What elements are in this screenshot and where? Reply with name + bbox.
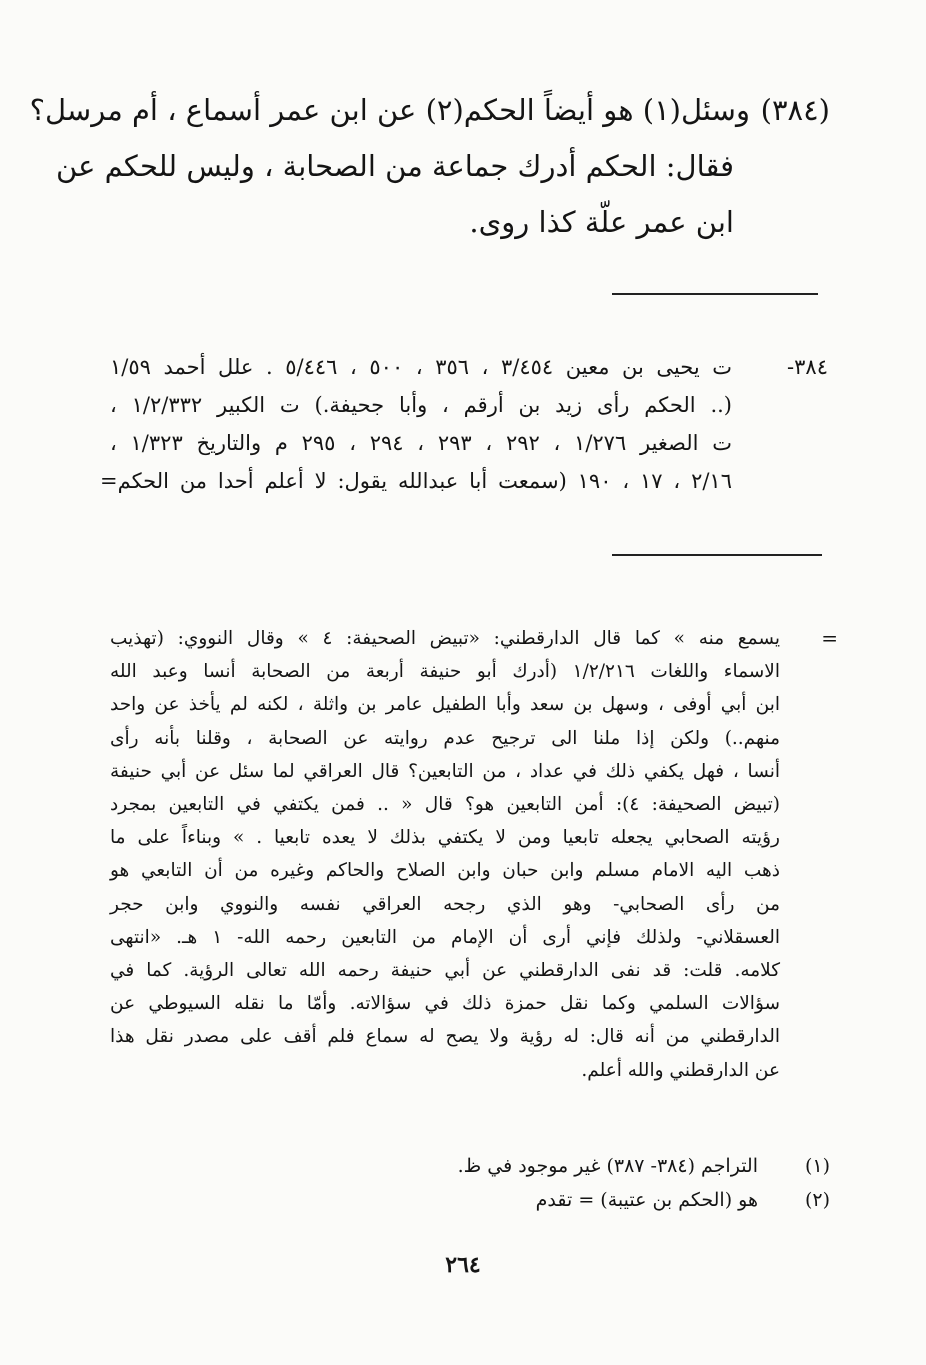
note-line: كلامه. قلت: قد نفى الدارقطني عن أبي حنيفة رحمه الله تعالى الرؤية. كما في: [110, 960, 780, 981]
footnote-number: (١): [804, 1155, 830, 1177]
footnote-text: التراجم (٣٨٤- ٣٨٧) غير موجود في ظ.: [457, 1155, 758, 1177]
page-number: ٢٦٤: [445, 1252, 481, 1278]
note-line: رؤيته الصحابي يجعله تابعيا ومن لا يكتفي بذلك لا يعده تابعيا . » وبناءاً على ما: [110, 827, 780, 849]
note-line: الدارقطني من أنه قال: له رؤية ولا يصح له سماع فلم أقف على مصدر نقل هذا: [110, 1026, 780, 1048]
entry-line: ابن عمر علّة كذا روى.: [469, 205, 734, 239]
note-line: العسقلاني- ولذلك فإني أرى أن الإمام من التابعين رحمه الله- ١ هـ. «انتهى: [110, 926, 780, 948]
continuation-marker: =: [821, 626, 838, 650]
note-line: يسمع منه » كما قال الدارقطني: «تبيض الصحيفة: ٤ » وقال النووي: (تهذيب: [110, 628, 781, 649]
note-line: عن الدارقطني والله أعلم.: [581, 1059, 780, 1081]
sources-line: ت الصغير ١/٢٧٦ ، ٢٩٢ ، ٢٩٣ ، ٢٩٤ ، ٢٩٥ م والتاريخ ١/٣٢٣ ،: [110, 431, 732, 455]
note-line: منهم..) ولكن إذا ملنا الى ترجيح عدم روايته عن الصحابة ، وقلنا بأنه رأى: [110, 727, 780, 749]
note-line: سؤالات السلمي وكما نقل حمزة ذلك في سؤالاته. وأمّا ما نقله السيوطي عن: [110, 993, 780, 1015]
note-line: (تبيض الصحيفة: ٤): أمن التابعين هو؟ قال « .. فمن يكتفي في التابعين بمجرد: [110, 794, 781, 815]
note-line: الاسماء واللغات ١/٢/٢١٦ (أدرك أبو حنيفة أربعة من الصحابة أنسا وعبد الله: [110, 661, 781, 683]
note-line: ابن أبي أوفى ، وسهل بن سعد وأبا الطفيل عامر بن واثلة ، لكنه لم يأخذ عن واحد: [110, 694, 780, 716]
footnote: [300, 1184, 830, 1216]
footnote-number: (٢): [804, 1189, 830, 1211]
note-line: أنسا ، فهل يكفي ذلك في عداد ، من التابعين؟ قال العراقي لما سئل عن أبي حنيفة: [110, 760, 780, 782]
entry-line: وسئل(١) هو أيضاً الحكم(٢) عن ابن عمر أسماع ، أم مرسل؟: [29, 93, 750, 127]
footnote: [300, 1150, 830, 1182]
sources-number: ٣٨٤-: [787, 355, 828, 379]
separator-rule: [612, 554, 822, 556]
sources-line: (.. الحكم رأى زيد بن أرقم ، وأبا جحيفة.) ت الكبير ١/٢/٣٣٢ ،: [110, 393, 733, 417]
note-line: ذهب اليه الامام مسلم وابن حبان وابن الصلاح والحاكم وغيره من أن التابعي هو: [110, 860, 780, 882]
entry-number: (٣٨٤): [760, 93, 830, 127]
note-line: من رأى الصحابي- وهو الذي رجحه العراقي نفسه والنووي وابن حجر: [110, 893, 780, 915]
separator-rule: [612, 293, 818, 295]
entry-line: فقال: الحكم أدرك جماعة من الصحابة ، وليس للحكم عن: [56, 149, 734, 183]
sources-line: ت يحيى بن معين ٣/٤٥٤ ، ٣٥٦ ، ٥٠٠ ، ٥/٤٤٦ . علل أحمد ١/٥٩: [110, 355, 733, 379]
footnote-text: هو (الحكم بن عتيبة) = تقدم: [535, 1189, 758, 1211]
sources-line: ٢/١٦ ، ١٧ ، ١٩٠ (سمعت أبا عبدالله يقول: لا أعلم أحدا من الحكم=: [100, 469, 732, 493]
